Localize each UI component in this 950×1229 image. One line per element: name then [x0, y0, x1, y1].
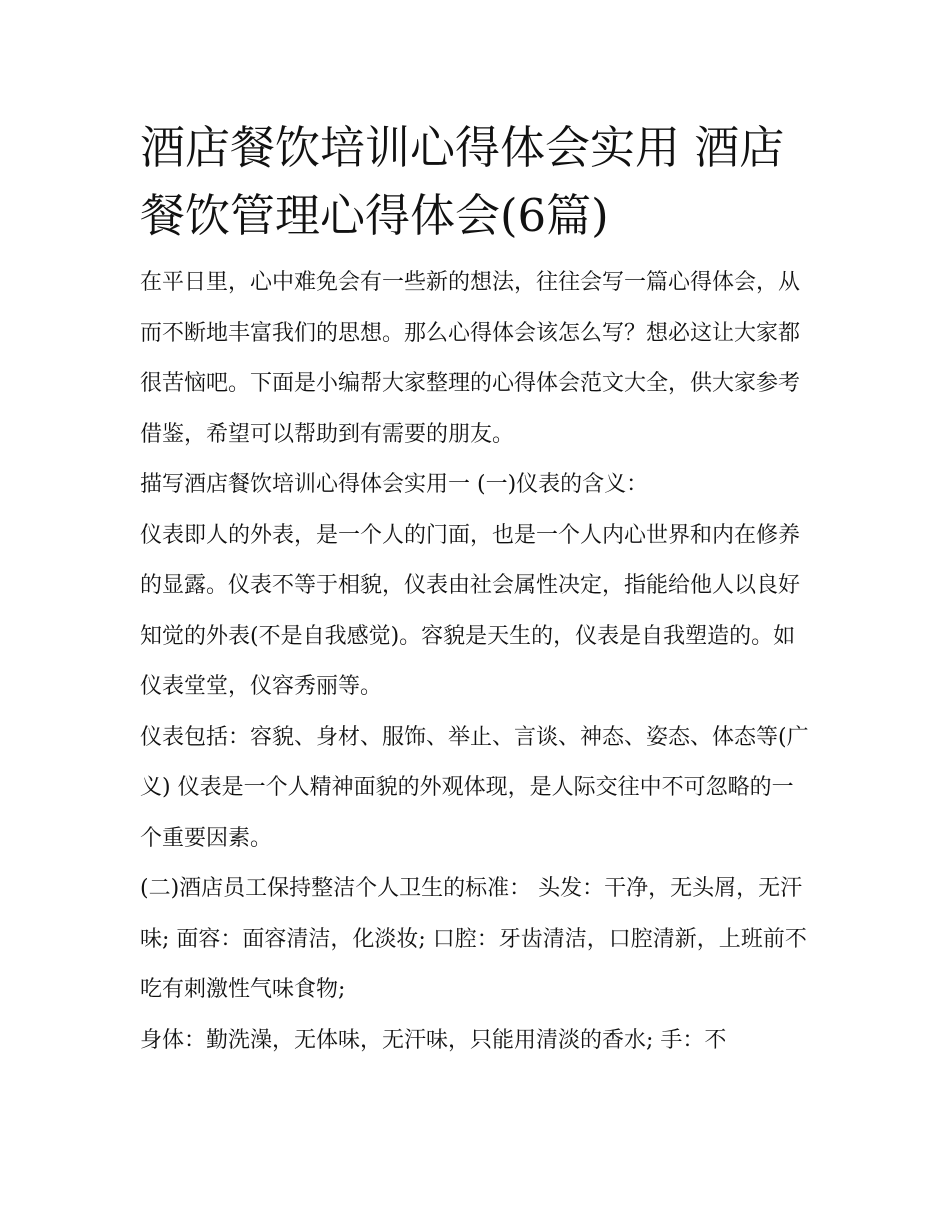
paragraph-section-heading: 描写酒店餐饮培训心得体会实用一 (一)仪表的含义：	[140, 472, 649, 497]
paragraph-body-hygiene: 身体：勤洗澡，无体味，无汗味，只能用清淡的香水; 手：不	[140, 1027, 727, 1053]
document-body	[140, 114, 812, 1066]
paragraph-appearance-includes: 仪表包括：容貌、身材、服饰、举止、言谈、神态、姿态、体态等(广义) 仪表是一个人精神面貌的外观体现，是人际交往中不可忽略的一个重要因素。	[140, 724, 809, 851]
paragraph-appearance-definition: 仪表即人的外表，是一个人的门面，也是一个人内心世界和内在修养的显露。仪表不等于相貌，仪表由社会属性决定，指能给他人以良好知觉的外表(不是自我感觉)。容貌是天生的，仪表是自我塑造的。如仪表堂堂，仪容秀丽等。	[140, 522, 801, 699]
paragraph-hygiene-standards: (二)酒店员工保持整洁个人卫生的标准： 头发：干净，无头屑，无汗味; 面容：面容清洁，化淡妆; 口腔：牙齿清洁，口腔清新，上班前不吃有刺激性气味食物;	[140, 876, 807, 1002]
paragraph-intro: 在平日里，心中难免会有一些新的想法，往往会写一篇心得体会，从而不断地丰富我们的思想。那么心得体会该怎么写？想必这让大家都很苦恼吧。下面是小编帮大家整理的心得体会范文大全，供大家参考借鉴，希望可以帮助到有需要的朋友。	[140, 270, 801, 447]
document-title: 酒店餐饮培训心得体会实用 酒店餐饮管理心得体会(6篇)	[140, 121, 785, 242]
